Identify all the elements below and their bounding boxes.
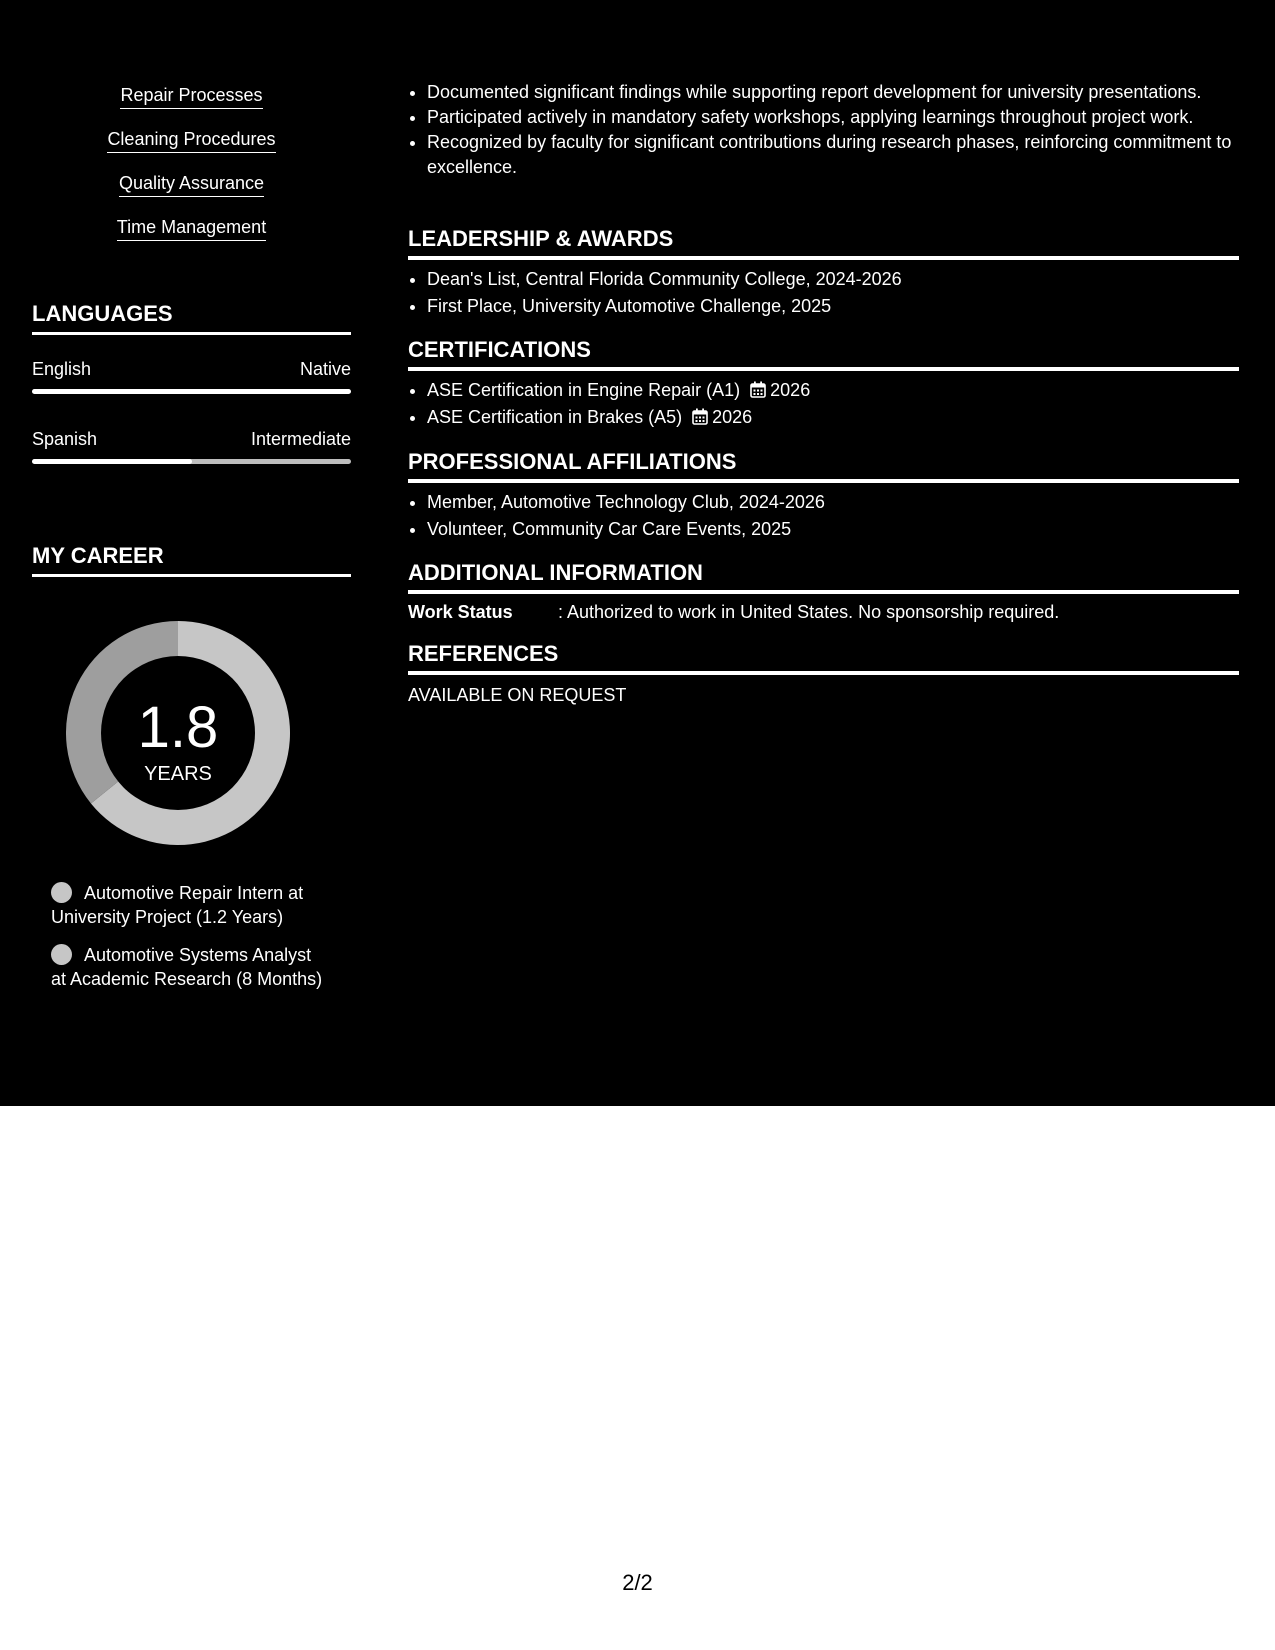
career-legend-item	[51, 943, 331, 991]
work-status-value: : Authorized to work in United States. No sponsorship required.	[558, 602, 1060, 622]
list-item: • Volunteer, Community Car Care Events, 2025	[427, 516, 1258, 543]
career-legend-item	[51, 881, 331, 929]
affiliations-heading: PROFESSIONAL AFFILIATIONS	[408, 449, 1239, 483]
list-item: • Member, Automotive Technology Club, 2024-2026	[427, 489, 1258, 516]
legend-dot-icon	[51, 882, 72, 903]
career-legend-label: Automotive Repair Intern at University Project (1.2 Years)	[51, 883, 304, 927]
leadership-heading: LEADERSHIP & AWARDS	[408, 226, 1239, 260]
list-item: • Recognized by faculty for significant contributions during research phases, reinforcing commitment to excellence.	[427, 130, 1258, 180]
certifications-list	[408, 377, 1258, 431]
language-level: Native	[299, 359, 351, 379]
language-proficiency-bar	[32, 389, 351, 394]
certification-item	[427, 377, 1258, 404]
additional-info-heading: ADDITIONAL INFORMATION	[408, 560, 1239, 594]
career-legend-label: Automotive Systems Analyst at Academic Research (8 Months)	[51, 945, 323, 989]
work-status-row	[408, 600, 1239, 624]
certification-name: ASE Certification in Brakes (A5)	[427, 407, 683, 427]
work-status-label: Work Status	[408, 602, 513, 622]
career-donut-chart	[66, 621, 290, 845]
list-item: • Dean's List, Central Florida Community College, 2024-2026	[427, 266, 1258, 293]
page-number: 2/2	[622, 1570, 653, 1595]
certifications-heading: CERTIFICATIONS	[408, 337, 1239, 371]
list-item: • Documented significant findings while supporting report development for university presentations.	[427, 80, 1258, 105]
experience-bullets	[408, 80, 1258, 180]
references-heading: REFERENCES	[408, 641, 1239, 675]
affiliations-list	[408, 489, 1258, 543]
career-heading: MY CAREER	[32, 543, 351, 577]
career-total-unit: YEARS	[144, 763, 212, 785]
career-total-value: 1.8	[137, 695, 219, 760]
list-item: • First Place, University Automotive Challenge, 2025	[427, 293, 1258, 320]
list-item: • Participated actively in mandatory safety workshops, applying learnings throughout project work.	[427, 105, 1258, 130]
skill-item[interactable]: Cleaning Procedures	[107, 128, 275, 153]
references-text: AVAILABLE ON REQUEST	[408, 685, 627, 705]
legend-dot-icon	[51, 944, 72, 965]
language-name: Spanish	[32, 429, 98, 449]
skill-item[interactable]: Quality Assurance	[119, 172, 264, 197]
language-proficiency-fill	[32, 389, 351, 394]
leadership-list	[408, 266, 1258, 320]
certification-name: ASE Certification in Engine Repair (A1)	[427, 380, 741, 400]
certification-year: 2026	[712, 407, 753, 427]
certification-year: 2026	[770, 380, 811, 400]
language-proficiency-bar	[32, 459, 351, 464]
skill-item[interactable]: Repair Processes	[120, 84, 262, 109]
certification-item	[427, 404, 1258, 431]
language-proficiency-fill	[32, 459, 192, 464]
skills-list	[32, 84, 351, 260]
languages-heading: LANGUAGES	[32, 301, 351, 335]
calendar-icon	[750, 381, 766, 398]
calendar-icon	[692, 408, 708, 425]
skill-item[interactable]: Time Management	[117, 216, 266, 241]
language-level: Intermediate	[250, 429, 351, 449]
language-name: English	[32, 359, 92, 379]
